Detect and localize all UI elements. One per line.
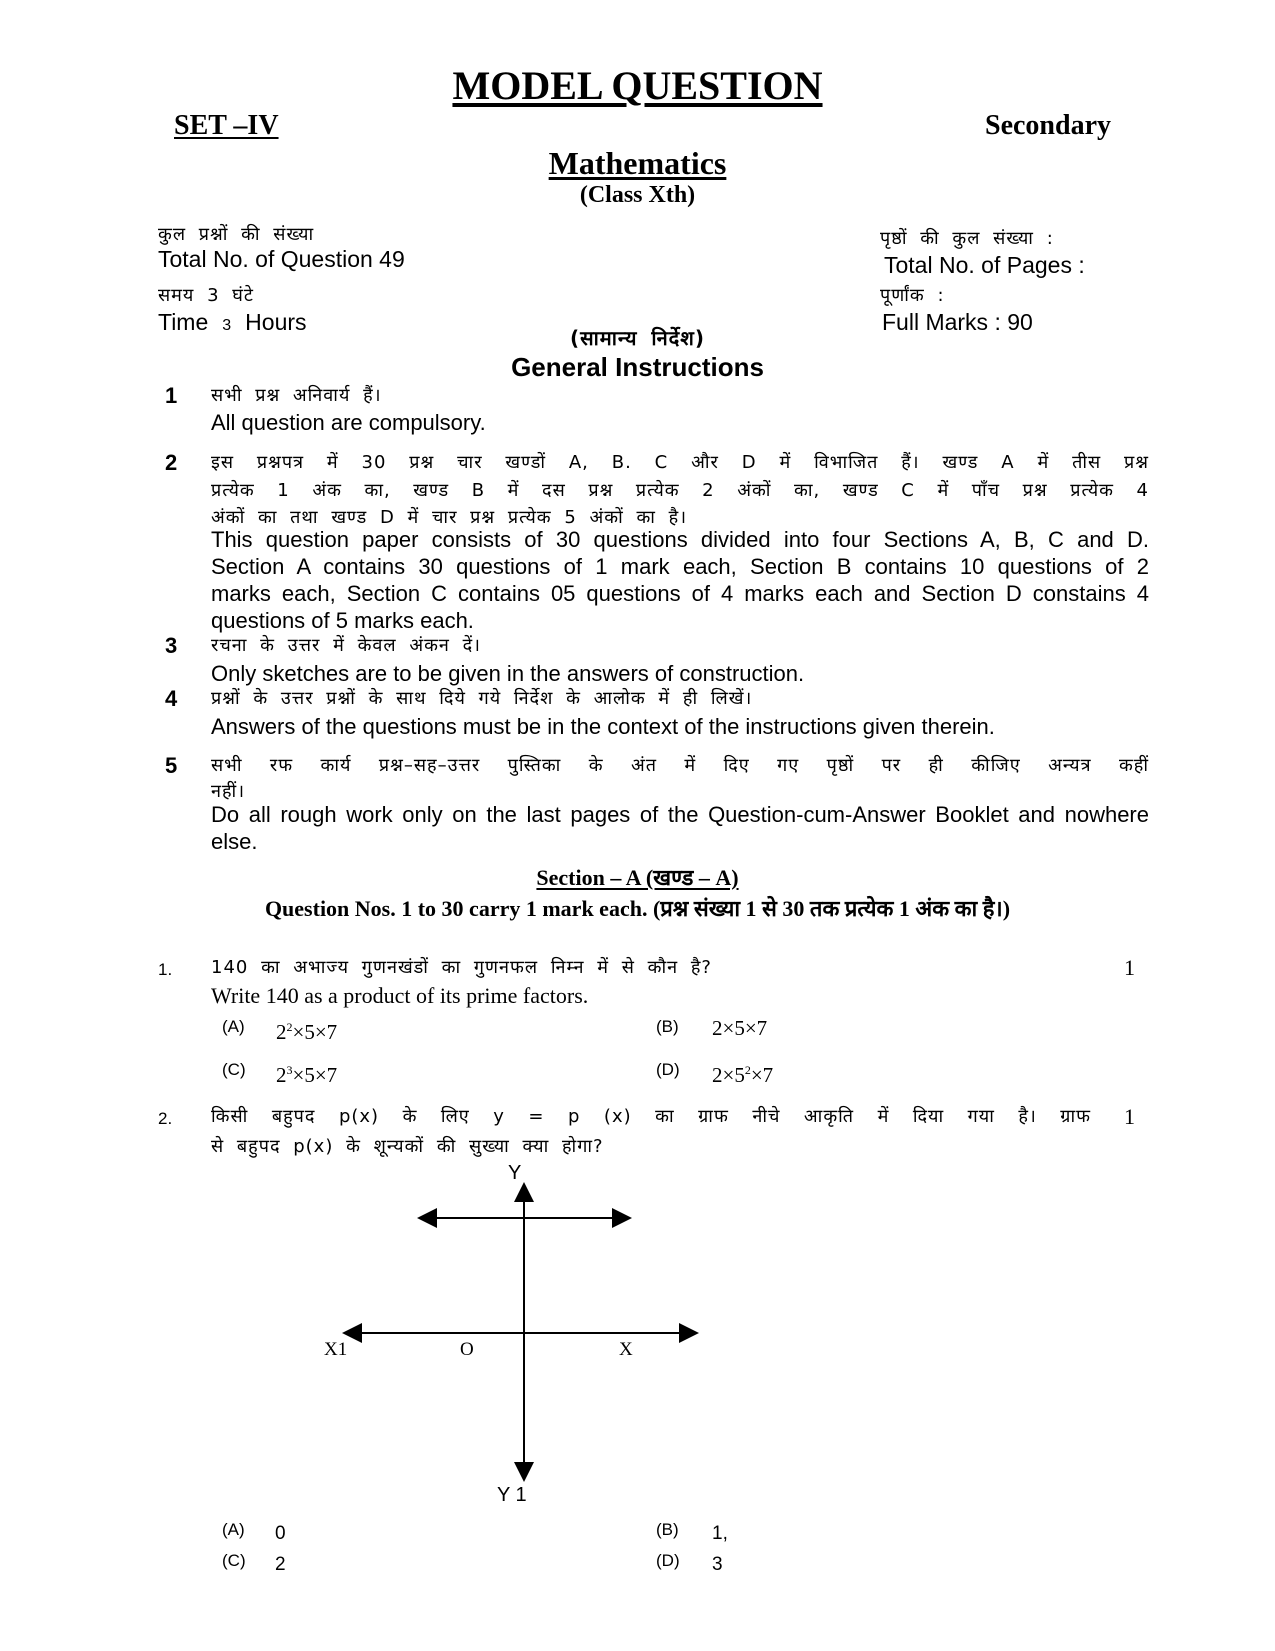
instruction-text-en: Section A contains 30 questions of 1 mark each, Section B contains 10 questions of 2 <box>211 554 1149 579</box>
instruction-text-en: questions of 5 marks each. <box>211 608 474 633</box>
total-pages-hi: पृष्ठों की कुल संख्या : <box>880 228 1054 249</box>
option-value: 2×5×7 <box>712 1016 768 1040</box>
total-questions-hi: कुल प्रश्नों की संख्या <box>158 224 315 245</box>
total-pages-en: Total No. of Pages : <box>884 252 1085 278</box>
option-label: (B) <box>656 1520 679 1539</box>
instructions-heading-hi: (सामान्य निर्देश) <box>569 326 706 350</box>
instructions-heading-en: General Instructions <box>511 352 764 382</box>
option-value: 0 <box>275 1523 286 1544</box>
question-text-hi: किसी बहुपद p(x) के लिए y = p (x) का ग्राफ नीचे आकृति में दिया गया है। ग्राफ <box>211 1106 1091 1127</box>
y-axis-label: Y <box>508 1162 522 1184</box>
instruction-number: 3 <box>165 633 178 658</box>
instruction-number: 2 <box>165 450 178 475</box>
option-value: $2^3\times 5\times 7$ <box>276 1063 338 1087</box>
instruction-text-hi: रचना के उत्तर में केवल अंकन दें। <box>211 635 482 656</box>
option-value: 1, <box>712 1523 728 1544</box>
instruction-text-hi: सभी प्रश्न अनिवार्य हैं। <box>211 385 382 406</box>
option-label: (C) <box>222 1551 246 1570</box>
instruction-text-hi: सभी रफ कार्य प्रश्न–सह–उत्तर पुस्तिका के अंत में दिए गए पृष्ठों पर ही कीजिए अन्यत्र कहीं <box>211 755 1149 776</box>
x-axis-label: X <box>619 1339 633 1360</box>
option-label: (B) <box>656 1017 679 1036</box>
instruction-text-en: Only sketches are to be given in the answers of construction. <box>211 661 805 686</box>
time-hi: समय 3 घंटे <box>158 285 254 306</box>
question-text-hi: 140 का अभाज्य गुणनखंडों का गुणनफल निम्न में से कौन है? <box>211 957 712 978</box>
instruction-text-hi: इस प्रश्नपत्र में 30 प्रश्न चार खण्डों A, B. C और D में विभाजित हैं। खण्ड A में तीस प्रश्न <box>211 452 1149 473</box>
question-text-hi: से बहुपद p(x) के शून्यकों की सुख्या क्या होगा? <box>211 1136 604 1157</box>
origin-label: O <box>460 1339 474 1360</box>
set-label: SET –IV <box>174 110 279 141</box>
option-label: (A) <box>222 1520 245 1539</box>
section-a-title: Section – A (खण्ड – A) <box>536 865 739 890</box>
instruction-number: 4 <box>165 686 178 711</box>
option-value: $2\times 5^2\times 7$ <box>712 1063 774 1087</box>
level-label: Secondary <box>985 110 1111 141</box>
instruction-text-hi: प्रत्येक 1 अंक का, खण्ड B में दस प्रश्न प्रत्येक 2 अंकों का, खण्ड C में पाँच प्रश्न प्रत्येक 4 <box>211 480 1149 501</box>
instruction-text-en: else. <box>211 829 258 854</box>
question-number: 1. <box>158 960 173 979</box>
instruction-number: 1 <box>165 383 178 408</box>
instruction-text-en: Answers of the questions must be in the context of the instructions given therein. <box>211 714 995 739</box>
option-label: (D) <box>656 1551 680 1570</box>
section-a-note: Question Nos. 1 to 30 carry 1 mark each. (प्रश्न संख्या 1 से 30 तक प्रत्येक 1 अंक का है।) <box>264 896 1011 921</box>
subject-title: Mathematics <box>548 145 727 181</box>
y1-axis-label: Y 1 <box>497 1484 527 1506</box>
question-number: 2. <box>158 1109 173 1128</box>
instruction-number: 5 <box>165 753 178 778</box>
instruction-text-hi: अंकों का तथा खण्ड D में चार प्रश्न प्रत्येक 5 अंकों का है। <box>211 507 688 528</box>
instruction-text-hi: प्रश्नों के उत्तर प्रश्नों के साथ दिये गये निर्देश के आलोक में ही लिखें। <box>211 688 753 709</box>
option-label: (A) <box>222 1017 245 1036</box>
option-label: (C) <box>222 1060 246 1079</box>
option-value: 3 <box>712 1554 723 1575</box>
x1-axis-label: X1 <box>324 1339 348 1360</box>
question-marks: 1 <box>1124 955 1135 980</box>
instruction-text-en: Do all rough work only on the last pages of the Question-cum-Answer Booklet and nowhere <box>211 802 1149 827</box>
full-marks-en: Full Marks : 90 <box>882 309 1033 335</box>
question-text-en: Write 140 as a product of its prime factors. <box>211 983 589 1008</box>
instruction-text-hi: नहीं। <box>211 781 246 802</box>
time-en: Time 3 Hours <box>158 309 307 335</box>
option-label: (D) <box>656 1060 680 1079</box>
question-marks: 1 <box>1124 1104 1135 1129</box>
class-label: (Class Xth) <box>579 182 696 208</box>
page-title: MODEL QUESTION <box>452 63 823 108</box>
option-value: $2^2\times 5\times 7$ <box>276 1020 338 1044</box>
instruction-text-en: marks each, Section C contains 05 questions of 4 marks each and Section D constains 4 <box>211 581 1149 606</box>
instruction-text-en: All question are compulsory. <box>211 410 486 435</box>
instruction-text-en: This question paper consists of 30 questions divided into four Sections A, B, C and D. <box>211 527 1149 552</box>
option-value: 2 <box>275 1554 286 1575</box>
total-questions-en: Total No. of Question 49 <box>158 246 405 272</box>
full-marks-hi: पूर्णांक : <box>880 285 945 306</box>
